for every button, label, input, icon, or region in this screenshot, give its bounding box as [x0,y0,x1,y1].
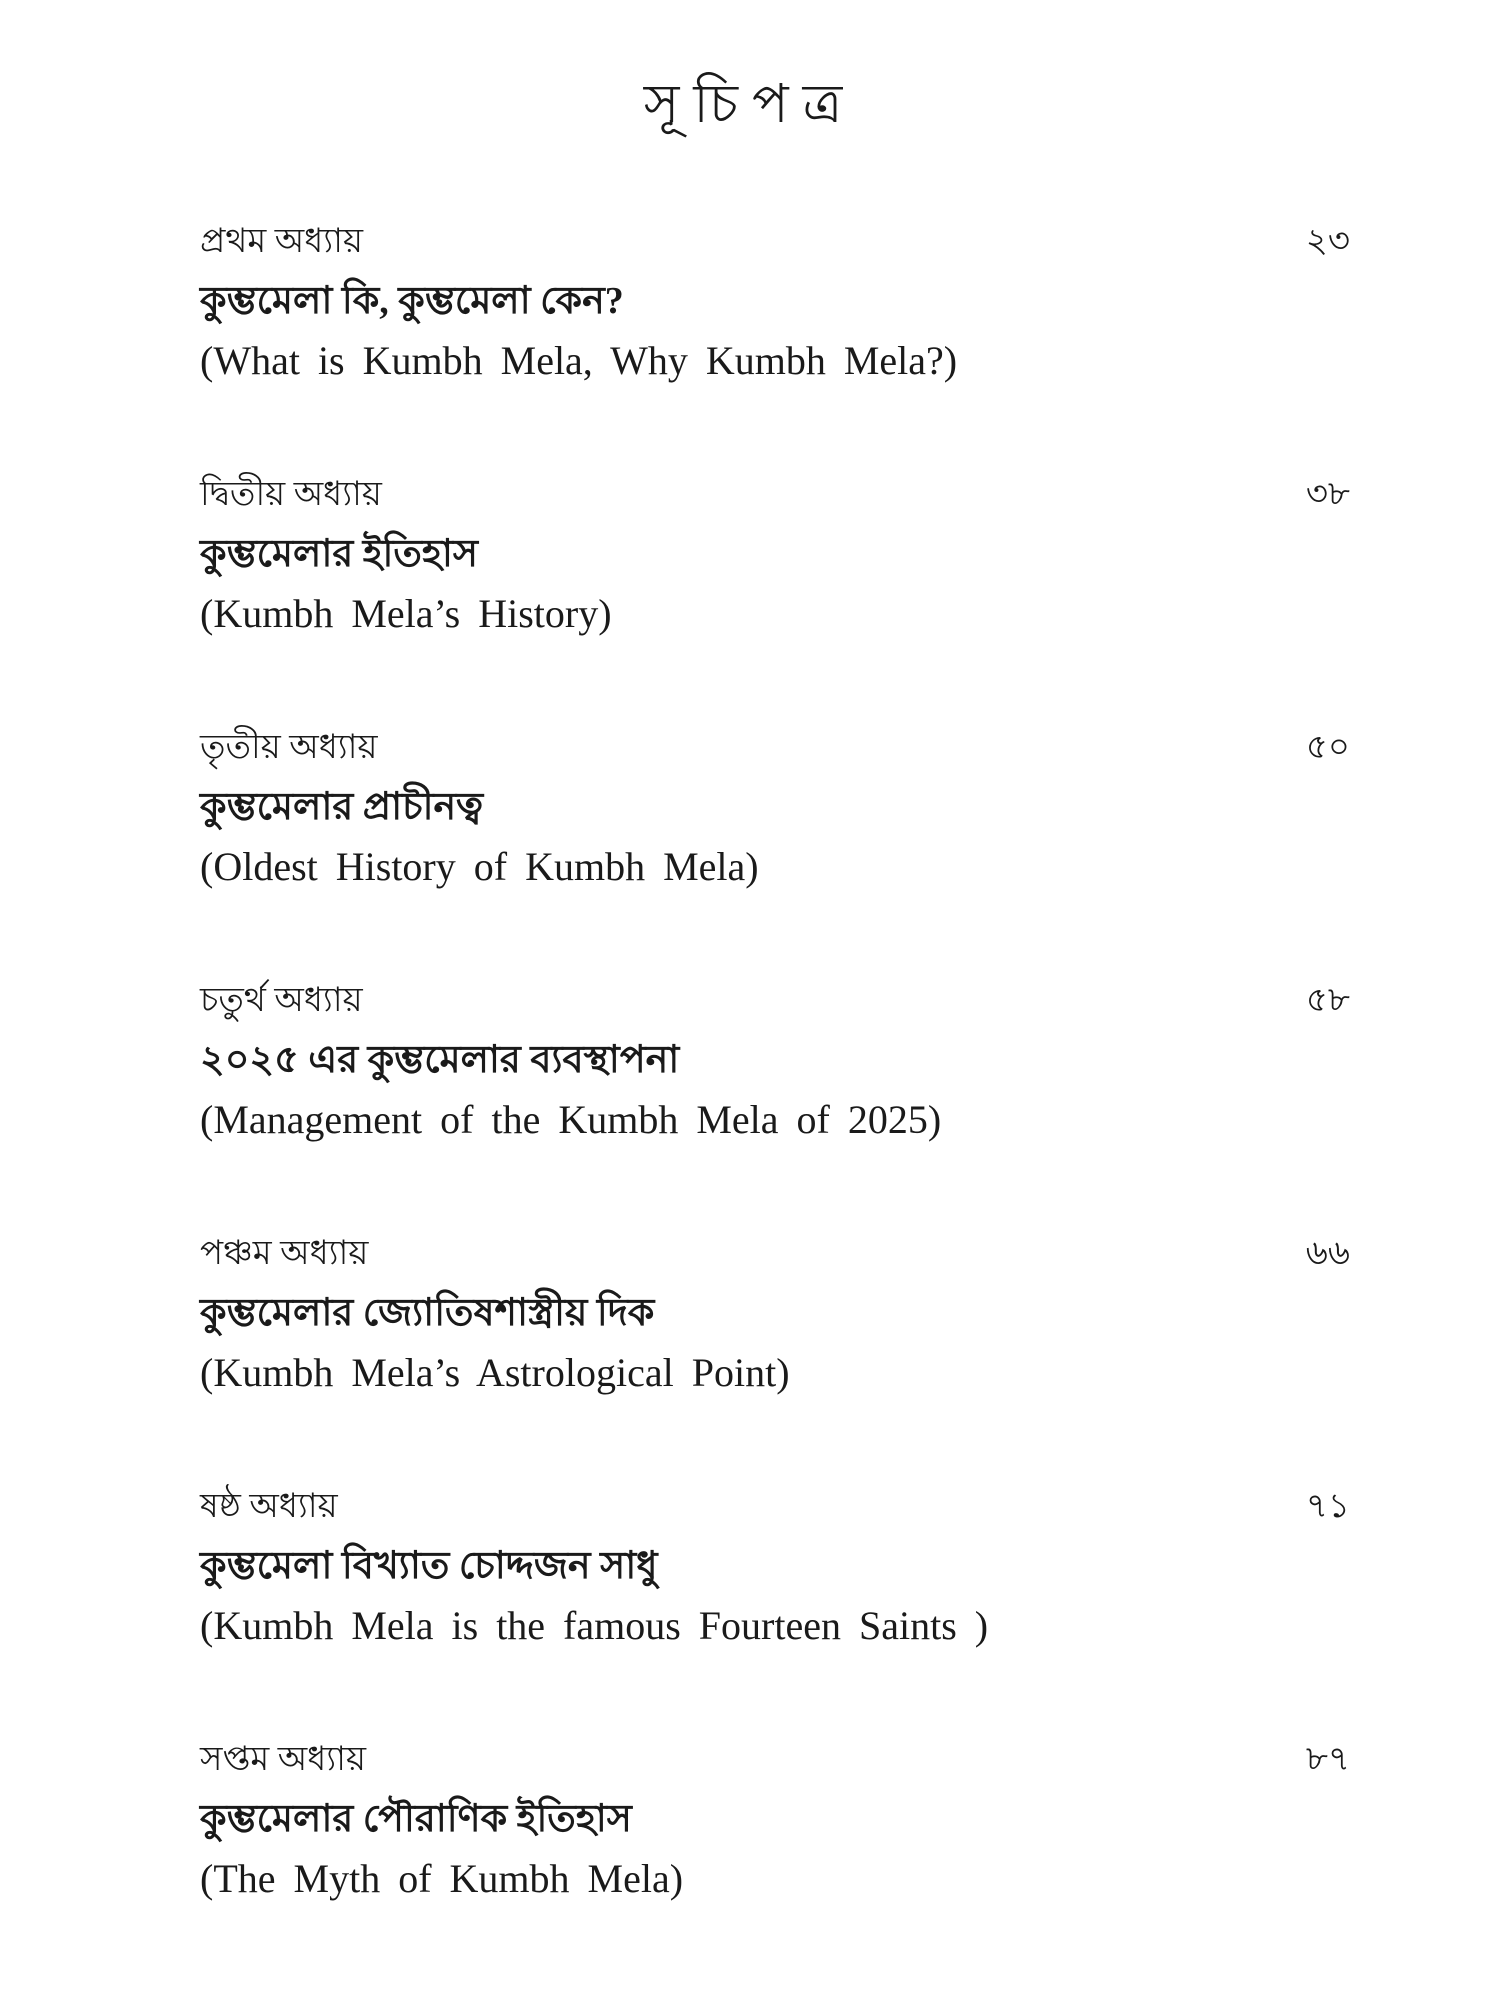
chapter-title-bengali: কুম্ভমেলার প্রাচীনত্ব [200,786,484,828]
page-number: ২৩ [1305,223,1350,260]
chapter-label: চতুর্থ অধ্যায় [200,982,363,1019]
page-number: ৬৬ [1305,1235,1350,1272]
toc-entry [200,215,1350,415]
chapter-title-bengali: ২০২৫ এর কুম্ভমেলার ব্যবস্থাপনা [200,1039,680,1081]
chapter-label: দ্বিতীয় অধ্যায় [200,476,382,513]
page-number: ৭১ [1305,1488,1350,1525]
chapter-title-english: (Oldest History of Kumbh Mela) [200,844,759,889]
chapter-title-english: (Management of the Kumbh Mela of 2025) [200,1097,942,1142]
toc-entry [200,721,1350,921]
toc-entry [200,974,1350,1174]
chapter-title-english: (Kumbh Mela is the famous Fourteen Saints ) [200,1603,989,1648]
chapter-label: তৃতীয় অধ্যায় [200,729,378,766]
chapter-label: প্রথম অধ্যায় [200,223,364,260]
chapter-title-english: (Kumbh Mela’s History) [200,591,612,636]
chapter-label: পঞ্চম অধ্যায় [200,1235,369,1272]
toc-entry [200,1733,1350,1933]
page-number: ৩৮ [1305,476,1350,513]
chapter-title-english: (What is Kumbh Mela, Why Kumbh Mela?) [200,338,958,383]
chapter-title-bengali: কুম্ভমেলা বিখ্যাত চোদ্দজন সাধু [200,1545,658,1587]
chapter-title-bengali: কুম্ভমেলার জ্যোতিষশাস্ত্রীয় দিক [200,1292,655,1334]
toc-entry [200,1480,1350,1680]
chapter-label: সপ্তম অধ্যায় [200,1741,367,1778]
toc-entry [200,468,1350,668]
chapter-title-bengali: কুম্ভমেলা কি, কুম্ভমেলা কেন? [200,280,624,322]
chapter-label: ষষ্ঠ অধ্যায় [200,1488,338,1525]
page-number: ৮৭ [1305,1741,1350,1778]
page-number: ৫৮ [1305,982,1350,1019]
page-title: সূচিপত্র [643,74,857,134]
chapter-title-bengali: কুম্ভমেলার ইতিহাস [200,533,478,575]
chapter-title-english: (The Myth of Kumbh Mela) [200,1856,684,1901]
chapter-title-bengali: কুম্ভমেলার পৌরাণিক ইতিহাস [200,1798,632,1840]
chapter-title-english: (Kumbh Mela’s Astrological Point) [200,1350,790,1395]
toc-entry [200,1227,1350,1427]
page-number: ৫০ [1305,729,1350,766]
